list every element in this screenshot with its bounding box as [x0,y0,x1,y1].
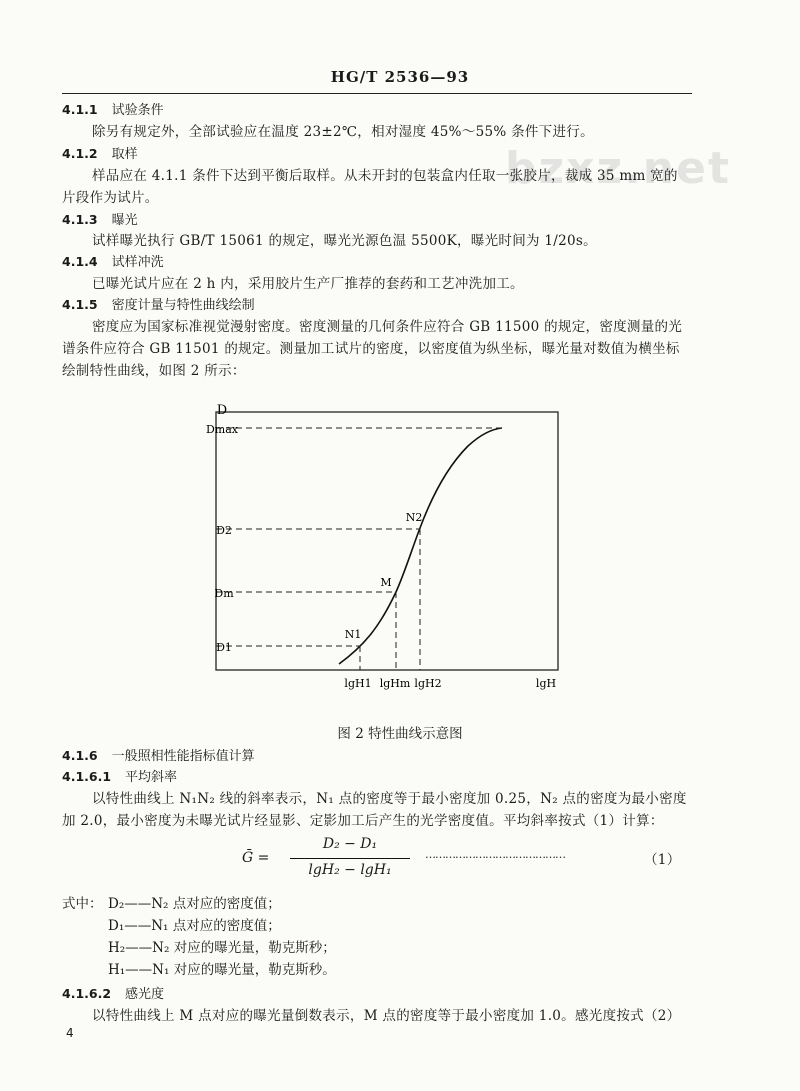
n1-label: N1 [344,628,362,641]
section-4-1-1-heading [62,99,164,118]
m-label: M [380,576,392,589]
lghm-label: lgHm [379,677,411,690]
section-4-1-2-heading [62,143,138,162]
section-4-1-5-heading [62,294,255,313]
n2-label: N2 [405,511,423,524]
section-number: 4.1.3 [62,212,98,227]
section-4-1-6-1-heading [62,766,177,785]
section-title: 密度计量与特性曲线绘制 [111,298,255,313]
section-number: 4.1.6 [62,748,98,763]
section-title: 试验条件 [111,103,164,118]
equation-denominator: lgH₂ − lgH₁ [308,862,392,878]
lgh1-label: lgH1 [344,677,372,690]
definition-d1: D₁——N₁ 点对应的密度值； [108,918,281,934]
figure-caption: 图 2 特性曲线示意图 [337,726,463,742]
section-4-1-5-text-2: 谱条件应符合 GB 11501 的规定。测量加工试片的密度，以密度值为纵坐标，曝光量对数值为横坐标 [62,341,680,357]
fraction-bar [290,858,410,859]
definition-d2: D₂——N₂ 点对应的密度值； [108,896,281,912]
equation-lhs: Ḡ = [242,850,270,866]
section-4-1-6-heading [62,745,255,764]
page-header: HG/T 2536—93 [330,68,470,86]
section-4-1-3-text: 试样曝光执行 GB/T 15061 的规定，曝光光源色温 5500K，曝光时间为 1/20s。 [92,233,597,249]
section-4-1-3-heading [62,209,138,228]
section-number: 4.1.4 [62,254,98,269]
section-4-1-6-2-text-1: 以特性曲线上 M 点对应的曝光量倒数表示，M 点的密度等于最小密度加 1.0。感光度按式（2） [92,1008,681,1024]
section-title: 取样 [111,147,138,162]
d1-label: D1 [216,641,232,654]
definition-h2: H₂——N₂ 对应的曝光量，勒克斯秒； [108,940,336,956]
section-title: 试样冲洗 [111,255,164,270]
equation-numerator: D₂ − D₁ [322,836,378,852]
section-number: 4.1.2 [62,146,98,161]
lgh2-label: lgH2 [414,677,442,690]
equation-leader-dots: …………………………………… [425,848,565,861]
section-number: 4.1.5 [62,297,98,312]
section-number: 4.1.1 [62,102,98,117]
header-rule [62,93,692,94]
dmax-label: Dmax [205,423,239,436]
definition-h1: H₁——N₁ 对应的曝光量，勒克斯秒。 [108,962,336,978]
x-axis-label: lgH [535,677,557,690]
characteristic-curve-figure [200,400,580,700]
section-title: 曝光 [111,213,138,228]
section-title: 一般照相性能指标值计算 [111,749,255,764]
section-4-1-4-text: 已曝光试片应在 2 h 内，采用胶片生产厂推荐的套药和工艺冲洗加工。 [92,276,524,292]
section-4-1-6-2-heading [62,983,164,1002]
page-number: 4 [66,1026,74,1040]
section-4-1-1-text: 除另有规定外，全部试验应在温度 23±2℃，相对湿度 45%～55% 条件下进行。 [92,124,594,140]
section-title: 感光度 [125,987,165,1002]
equation-number: （1） [644,852,681,868]
plot-frame [216,412,558,670]
characteristic-curve [339,428,502,664]
section-number: 4.1.6.1 [62,769,112,784]
d2-label: D2 [216,524,232,537]
section-4-1-6-1-text-1: 以特性曲线上 N₁N₂ 线的斜率表示，N₁ 点的密度等于最小密度加 0.25，N₂ 点的密度为最小密度 [92,791,687,807]
y-axis-label: D [216,403,228,418]
section-4-1-5-text-3: 绘制特性曲线，如图 2 所示： [62,363,246,379]
dm-label: Dm [214,587,234,600]
section-4-1-2-text-1: 样品应在 4.1.1 条件下达到平衡后取样。从未开封的包装盒内任取一张胶片，裁成 35 mm 宽的 [92,168,678,184]
section-number: 4.1.6.2 [62,986,112,1001]
section-4-1-6-1-text-2: 加 2.0，最小密度为未曝光试片经显影、定影加工后产生的光学密度值。平均斜率按式（1）计算： [62,813,664,829]
definitions-intro: 式中： [62,896,103,912]
section-title: 平均斜率 [125,770,178,785]
section-4-1-5-text-1: 密度应为国家标准视觉漫射密度。密度测量的几何条件应符合 GB 11500 的规定，密度测量的光 [92,319,683,335]
section-4-1-4-heading [62,251,164,270]
section-4-1-2-text-2: 片段作为试片。 [62,190,159,206]
watermark: bzxz.net [505,143,732,194]
